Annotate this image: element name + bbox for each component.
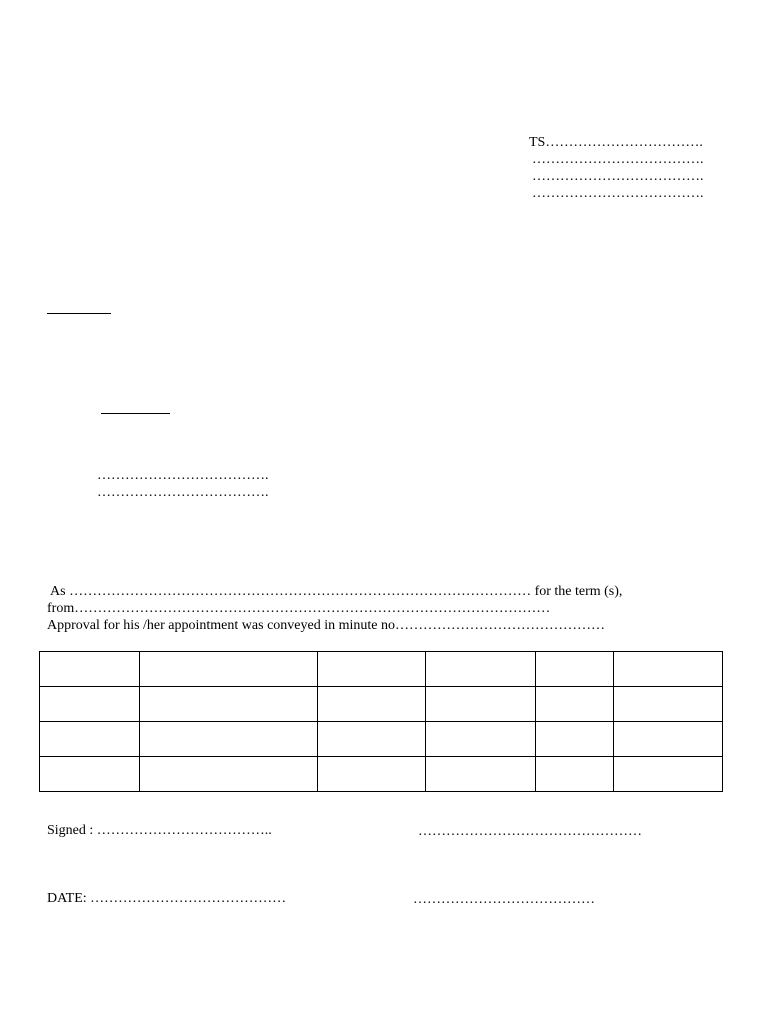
signed-dots: ……………………………….. [96,823,272,838]
table-cell [318,687,426,722]
date-right-dots: ………………………………… [413,892,595,907]
table-cell [426,757,536,792]
table-cell [318,722,426,757]
recipient-line-2: ………………………………. [97,485,269,500]
signed-line [47,823,272,839]
body-line-1-prefix: As [50,584,66,599]
table-cell [318,757,426,792]
body-line-1-dots: ……………………………………………………………………………………… [69,584,532,599]
table-cell [140,652,318,687]
table-cell [536,722,614,757]
table-cell [318,652,426,687]
table-cell [426,722,536,757]
address-line-3: ………………………………. [532,169,704,184]
table-cell [40,757,140,792]
table-cell [40,687,140,722]
address-line-2: ………………………………. [532,152,704,167]
table-cell [40,652,140,687]
table-cell [614,652,723,687]
table-row [40,722,723,757]
body-line-3: Approval for his /her appointment was conveyed in minute no……………………………………… [47,618,605,633]
data-table [39,651,723,792]
table-cell [426,687,536,722]
signed-label: Signed : [47,823,94,838]
address-line-1: TS……………………………. [529,135,703,150]
body-line-1-suffix: for the term (s), [534,584,623,599]
table-cell [426,652,536,687]
table-row [40,687,723,722]
table-cell [140,722,318,757]
body-line-1 [50,584,622,600]
table-cell [536,757,614,792]
date-label: DATE: [47,891,87,906]
date-dots: …………………………………… [90,891,287,906]
body-line-2: from………………………………………………………………………………………… [47,601,551,616]
table-cell [140,687,318,722]
recipient-line-1: ………………………………. [97,468,269,483]
table-row [40,652,723,687]
date-line [47,891,286,907]
table-cell [40,722,140,757]
signed-right-dots: ………………………………………… [418,824,642,839]
table-cell [614,722,723,757]
subheading-underline [101,413,170,414]
table-cell [140,757,318,792]
table-row [40,757,723,792]
table-cell [536,687,614,722]
address-line-4: ………………………………. [532,186,704,201]
heading-underline [47,313,111,314]
table-cell [536,652,614,687]
table-cell [614,687,723,722]
table-cell [614,757,723,792]
